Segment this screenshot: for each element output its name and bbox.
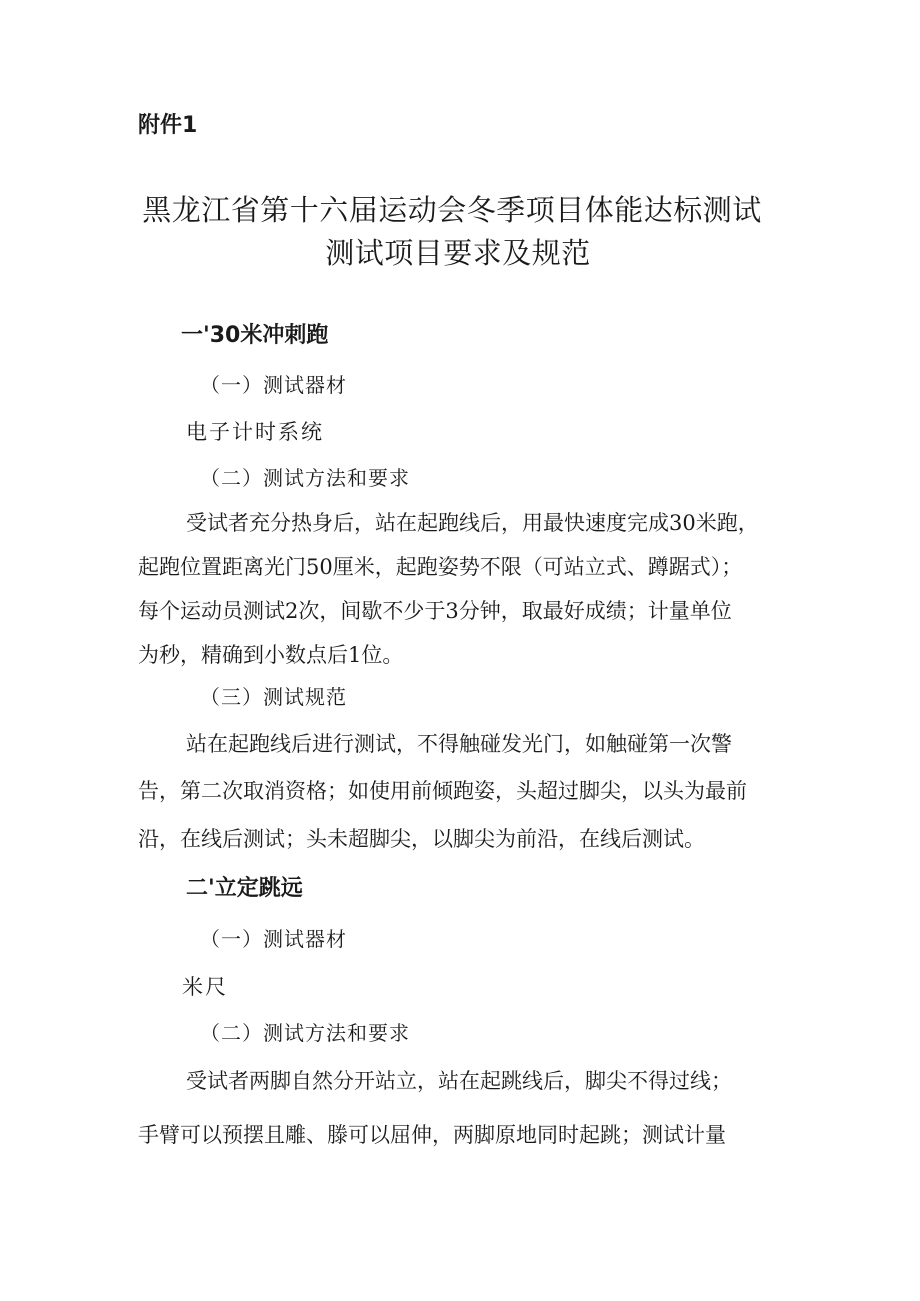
section-1-norm-heading: （三）测试规范 xyxy=(200,685,347,709)
section-2-method-heading: （二）测试方法和要求 xyxy=(200,1021,410,1045)
section-1-equipment-text: 电子计时系统 xyxy=(186,420,324,444)
section-2-heading: 二'立定跳远 xyxy=(186,876,303,901)
section-1-method-heading: （二）测试方法和要求 xyxy=(200,466,410,490)
section-1-heading: 一'30米冲刺跑 xyxy=(181,323,329,348)
document-title-line-1: 黑龙江省第十六届运动会冬季项目体能达标测试 xyxy=(142,193,762,227)
document-title-line-2: 测试项目要求及规范 xyxy=(325,236,591,270)
section-2-method-line: 受试者两脚自然分开站立，站在起跳线后，脚尖不得过线； xyxy=(186,1069,732,1093)
section-1-method-line: 每个运动员测试2次，间歇不少于3分钟，取最好成绩；计量单位 xyxy=(138,599,732,623)
section-1-method-line: 为秒，精确到小数点后1位。 xyxy=(138,643,404,667)
section-1-method-line: 起跑位置距离光门50厘米，起跑姿势不限（可站立式、蹲踞式）； xyxy=(138,555,743,579)
section-1-norm-line: 告，第二次取消资格；如使用前倾跑姿，头超过脚尖，以头为最前 xyxy=(138,779,747,803)
section-2-equipment-heading: （一）测试器材 xyxy=(200,927,347,951)
section-1-method-line: 受试者充分热身后，站在起跑线后，用最快速度完成30米跑， xyxy=(186,511,759,535)
section-1-equipment-heading: （一）测试器材 xyxy=(200,373,347,397)
section-2-equipment-text: 米尺 xyxy=(182,975,228,999)
section-1-norm-line: 站在起跑线后进行测试，不得触碰发光门，如触碰第一次警 xyxy=(186,732,732,756)
attachment-label: 附件1 xyxy=(138,113,198,138)
section-1-norm-line: 沿，在线后测试；头未超脚尖，以脚尖为前沿，在线后测试。 xyxy=(138,827,705,851)
section-2-method-line: 手臂可以预摆且雕、滕可以屈伸，两脚原地同时起跳；测试计量 xyxy=(138,1123,726,1147)
